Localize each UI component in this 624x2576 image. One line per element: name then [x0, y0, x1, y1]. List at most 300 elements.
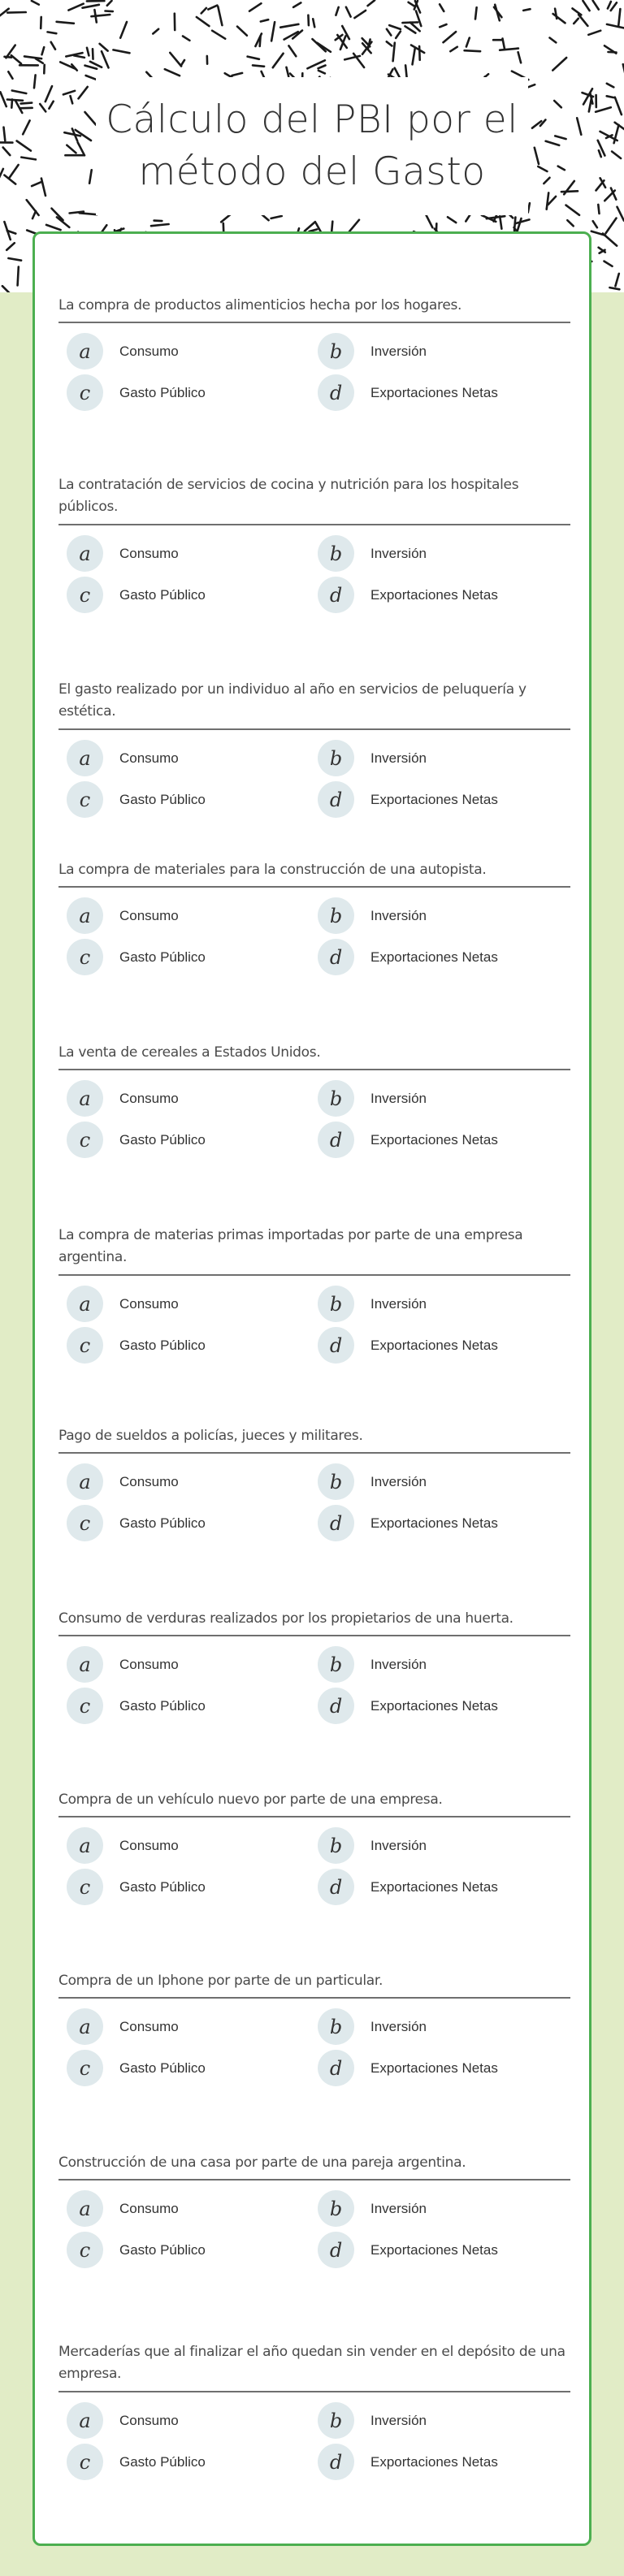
question-text: Pago de sueldos a policías, jueces y militares. — [58, 1428, 363, 1444]
option-letter-badge: b — [318, 1080, 354, 1117]
confetti-dash — [260, 37, 261, 46]
option-label: Exportaciones Netas — [370, 1878, 498, 1895]
question-text: La venta de cereales a Estados Unidos. — [58, 1044, 321, 1061]
confetti-dash — [7, 100, 23, 101]
confetti-dash — [273, 54, 284, 67]
option-label: Inversión — [370, 2200, 427, 2216]
confetti-dash — [440, 24, 446, 27]
confetti-dash — [615, 274, 618, 287]
confetti-dash — [393, 43, 395, 61]
confetti-dash — [538, 166, 547, 171]
confetti-dash — [23, 120, 29, 134]
question-divider — [58, 524, 570, 525]
confetti-dash — [20, 108, 32, 109]
confetti-dash — [593, 221, 597, 227]
confetti-dash — [448, 217, 456, 223]
confetti-dash — [555, 9, 557, 19]
confetti-dash — [221, 214, 231, 223]
option-letter-badge: b — [318, 2190, 354, 2227]
answer-option-b[interactable] — [318, 1080, 427, 1117]
confetti-dash — [102, 51, 109, 67]
option-letter-badge: c — [67, 1122, 103, 1158]
confetti-dash — [202, 8, 206, 14]
confetti-dash — [78, 142, 84, 155]
confetti-dash — [106, 11, 113, 12]
answer-option-a[interactable] — [67, 1286, 179, 1322]
question-text: La compra de materiales para la construcción de una autopista. — [58, 862, 487, 878]
option-letter-badge: d — [318, 577, 354, 613]
confetti-dash — [57, 217, 69, 227]
answer-option-a[interactable] — [67, 1827, 179, 1864]
option-label: Exportaciones Netas — [370, 1697, 498, 1714]
confetti-dash — [450, 47, 457, 52]
confetti-dash — [42, 47, 45, 54]
confetti-dash — [598, 205, 599, 214]
confetti-dash — [609, 287, 619, 289]
answer-option-a[interactable] — [67, 2008, 179, 2045]
option-label: Gasto Público — [119, 2060, 206, 2076]
option-label: Gasto Público — [119, 1878, 206, 1895]
answer-option-b[interactable] — [318, 535, 427, 572]
confetti-dash — [7, 12, 26, 13]
confetti-dash — [288, 45, 296, 56]
confetti-dash — [151, 224, 169, 226]
confetti-dash — [413, 48, 415, 65]
confetti-dash — [574, 19, 578, 24]
answer-option-a[interactable] — [67, 333, 179, 370]
option-label: Gasto Público — [119, 1697, 206, 1714]
option-label: Consumo — [119, 1837, 179, 1853]
option-label: Gasto Público — [119, 1515, 206, 1531]
answer-option-d[interactable] — [318, 939, 498, 975]
option-letter-badge: c — [67, 374, 103, 411]
answer-option-a[interactable] — [67, 1646, 179, 1683]
question-divider — [58, 728, 570, 730]
answer-option-a[interactable] — [67, 897, 179, 934]
confetti-dash — [63, 91, 75, 95]
confetti-dash — [318, 71, 325, 74]
question-divider — [58, 2179, 570, 2181]
answer-option-c[interactable] — [67, 2232, 206, 2268]
answer-option-c[interactable] — [67, 781, 206, 818]
answer-option-d[interactable] — [318, 1869, 498, 1905]
confetti-dash — [91, 15, 110, 16]
confetti-dash — [503, 39, 505, 50]
option-letter-badge: d — [318, 374, 354, 411]
confetti-dash — [2, 286, 13, 292]
confetti-dash — [57, 22, 74, 24]
option-label: Consumo — [119, 907, 179, 923]
answer-option-d[interactable] — [318, 577, 498, 613]
confetti-dash — [21, 103, 32, 104]
option-label: Inversión — [370, 545, 427, 561]
confetti-dash — [27, 200, 39, 215]
confetti-dash — [0, 169, 3, 184]
answer-option-c[interactable] — [67, 1688, 206, 1724]
confetti-dash — [11, 55, 21, 63]
confetti-dash — [608, 2, 611, 9]
confetti-dash — [113, 50, 129, 53]
confetti-dash — [237, 27, 247, 36]
confetti-dash — [183, 37, 189, 41]
title-box — [96, 77, 528, 215]
option-letter-badge: c — [67, 1688, 103, 1724]
confetti-dash — [368, 0, 375, 6]
option-label: Consumo — [119, 545, 179, 561]
confetti-dash — [21, 158, 36, 160]
confetti-dash — [475, 7, 477, 19]
question-text: El gasto realizado por un individuo al año en servicios de peluquería y estética. — [58, 681, 526, 720]
confetti-dash — [170, 53, 181, 67]
confetti-dash — [87, 48, 89, 56]
confetti-dash — [405, 26, 416, 32]
confetti-dash — [154, 221, 162, 222]
question-text: Consumo de verduras realizados por los propietarios de una huerta. — [58, 1610, 514, 1627]
confetti-dash — [32, 1, 39, 5]
confetti-dash — [387, 29, 391, 36]
option-letter-badge: b — [318, 535, 354, 572]
answer-option-b[interactable] — [318, 1286, 427, 1322]
confetti-dash — [308, 15, 309, 26]
confetti-dash — [607, 84, 614, 88]
confetti-dash — [253, 65, 264, 66]
question-divider — [58, 886, 570, 888]
confetti-dash — [596, 180, 604, 190]
confetti-dash — [89, 170, 92, 183]
confetti-dash — [46, 86, 52, 102]
option-label: Consumo — [119, 750, 179, 766]
confetti-dash — [153, 29, 158, 34]
answer-option-d[interactable] — [318, 781, 498, 818]
option-letter-badge: b — [318, 1286, 354, 1322]
answer-option-d[interactable] — [318, 1327, 498, 1364]
option-label: Exportaciones Netas — [370, 2060, 498, 2076]
option-letter-badge: a — [67, 1286, 103, 1322]
answer-option-c[interactable] — [67, 2444, 206, 2480]
confetti-dash — [593, 1, 599, 10]
option-letter-badge: d — [318, 1327, 354, 1364]
confetti-dash — [607, 24, 624, 28]
answer-option-a[interactable] — [67, 535, 179, 572]
confetti-dash — [120, 22, 127, 38]
confetti-dash — [554, 101, 561, 107]
confetti-dash — [465, 50, 481, 51]
answer-option-c[interactable] — [67, 1122, 206, 1158]
confetti-dash — [615, 97, 622, 115]
confetti-dash — [409, 2, 414, 6]
option-letter-badge: b — [318, 1646, 354, 1683]
option-label: Inversión — [370, 1295, 427, 1312]
confetti-dash — [604, 261, 613, 266]
confetti-dash — [552, 58, 566, 71]
option-label: Gasto Público — [119, 2241, 206, 2258]
question-divider — [58, 2391, 570, 2392]
confetti-dash — [578, 15, 587, 26]
confetti-dash — [165, 69, 180, 76]
confetti-dash — [419, 46, 420, 60]
option-letter-badge: c — [67, 2444, 103, 2480]
confetti-dash — [523, 9, 530, 11]
option-letter-badge: c — [67, 2232, 103, 2268]
answer-option-c[interactable] — [67, 2050, 206, 2086]
confetti-dash — [85, 66, 98, 69]
answer-option-a[interactable] — [67, 2402, 179, 2439]
confetti-dash — [567, 220, 573, 226]
confetti-dash — [550, 38, 557, 43]
option-label: Inversión — [370, 1473, 427, 1489]
option-letter-badge: d — [318, 1122, 354, 1158]
option-label: Exportaciones Netas — [370, 1515, 498, 1531]
confetti-dash — [17, 141, 31, 151]
confetti-dash — [74, 55, 84, 58]
confetti-dash — [346, 7, 351, 17]
confetti-dash — [500, 49, 518, 50]
option-label: Consumo — [119, 2412, 179, 2428]
confetti-dash — [396, 32, 401, 38]
option-letter-badge: a — [67, 897, 103, 934]
option-label: Gasto Público — [119, 384, 206, 400]
worksheet-card — [32, 231, 592, 2546]
confetti-dash — [318, 66, 326, 69]
option-label: Gasto Público — [119, 586, 206, 603]
option-letter-badge: b — [318, 1827, 354, 1864]
confetti-dash — [32, 182, 41, 186]
question-text: La contratación de servicios de cocina y nutrición para los hospitales públicos. — [58, 477, 519, 515]
answer-option-d[interactable] — [318, 1122, 498, 1158]
confetti-dash — [232, 73, 243, 76]
confetti-dash — [444, 32, 457, 42]
confetti-dash — [611, 2, 617, 11]
option-label: Consumo — [119, 343, 179, 359]
option-label: Consumo — [119, 1295, 179, 1312]
option-label: Gasto Público — [119, 1337, 206, 1353]
confetti-dash — [41, 179, 46, 196]
answer-option-c[interactable] — [67, 1327, 206, 1364]
answer-option-b[interactable] — [318, 2190, 427, 2227]
answer-option-b[interactable] — [318, 1463, 427, 1500]
option-label: Consumo — [119, 1656, 179, 1672]
confetti-dash — [79, 87, 88, 99]
option-label: Gasto Público — [119, 791, 206, 807]
confetti-dash — [518, 52, 522, 63]
option-letter-badge: a — [67, 1080, 103, 1117]
confetti-dash — [532, 121, 541, 128]
confetti-dash — [389, 25, 401, 29]
answer-option-c[interactable] — [67, 1505, 206, 1541]
confetti-dash — [218, 6, 222, 25]
option-label: Inversión — [370, 2412, 427, 2428]
confetti-dash — [544, 178, 549, 184]
confetti-dash — [336, 7, 338, 15]
option-letter-badge: b — [318, 2008, 354, 2045]
page-title-line-2: método del Gasto — [138, 149, 486, 194]
confetti-dash — [6, 243, 15, 250]
confetti-dash — [528, 203, 530, 212]
option-letter-badge: d — [318, 1688, 354, 1724]
option-letter-badge: c — [67, 781, 103, 818]
option-label: Inversión — [370, 907, 427, 923]
option-letter-badge: a — [67, 2402, 103, 2439]
answer-option-d[interactable] — [318, 374, 498, 411]
confetti-dash — [618, 9, 620, 26]
confetti-dash — [547, 192, 549, 209]
option-letter-badge: a — [67, 535, 103, 572]
option-label: Inversión — [370, 343, 427, 359]
option-letter-badge: a — [67, 2008, 103, 2045]
confetti-dash — [516, 219, 530, 223]
confetti-dash — [606, 218, 617, 234]
option-label: Inversión — [370, 1837, 427, 1853]
confetti-dash — [600, 132, 618, 140]
confetti-dash — [527, 84, 535, 88]
confetti-dash — [261, 19, 268, 21]
confetti-dash — [4, 128, 6, 141]
confetti-dash — [440, 4, 444, 11]
option-letter-badge: d — [318, 781, 354, 818]
option-letter-badge: a — [67, 1646, 103, 1683]
answer-option-a[interactable] — [67, 2190, 179, 2227]
confetti-dash — [466, 38, 470, 47]
confetti-dash — [566, 205, 580, 215]
option-letter-badge: d — [318, 2050, 354, 2086]
confetti-dash — [0, 92, 6, 106]
answer-option-a[interactable] — [67, 740, 179, 776]
option-letter-badge: c — [67, 1505, 103, 1541]
confetti-dash — [618, 207, 624, 221]
option-label: Exportaciones Netas — [370, 2453, 498, 2470]
answer-option-b[interactable] — [318, 333, 427, 370]
answer-option-a[interactable] — [67, 1080, 179, 1117]
option-letter-badge: a — [67, 1463, 103, 1500]
option-label: Exportaciones Netas — [370, 1337, 498, 1353]
answer-option-c[interactable] — [67, 374, 206, 411]
answer-option-c[interactable] — [67, 1869, 206, 1905]
answer-option-c[interactable] — [67, 939, 206, 975]
answer-option-b[interactable] — [318, 740, 427, 776]
option-label: Exportaciones Netas — [370, 791, 498, 807]
option-letter-badge: c — [67, 939, 103, 975]
question-text: Construcción de una casa por parte de una pareja argentina. — [58, 2155, 466, 2171]
confetti-dash — [402, 22, 418, 23]
answer-option-d[interactable] — [318, 2232, 498, 2268]
confetti-dash — [577, 118, 581, 135]
option-letter-badge: b — [318, 2402, 354, 2439]
confetti-dash — [100, 44, 108, 51]
confetti-dash — [212, 31, 225, 39]
confetti-dash — [535, 148, 539, 164]
confetti-dash — [494, 215, 497, 222]
answer-option-d[interactable] — [318, 1505, 498, 1541]
option-letter-badge: c — [67, 577, 103, 613]
option-letter-badge: d — [318, 2232, 354, 2268]
option-letter-badge: a — [67, 740, 103, 776]
confetti-dash — [80, 213, 98, 214]
option-label: Gasto Público — [119, 1131, 206, 1148]
answer-option-a[interactable] — [67, 1463, 179, 1500]
question-divider — [58, 1997, 570, 1999]
confetti-dash — [354, 11, 366, 18]
option-label: Inversión — [370, 1090, 427, 1106]
answer-option-b[interactable] — [318, 1646, 427, 1683]
confetti-dash — [248, 57, 259, 59]
confetti-dash — [208, 6, 217, 10]
answer-option-b[interactable] — [318, 2402, 427, 2439]
option-label: Exportaciones Netas — [370, 384, 498, 400]
confetti-dash — [8, 71, 12, 79]
option-label: Inversión — [370, 750, 427, 766]
question-text: Compra de un vehículo nuevo por parte de una empresa. — [58, 1792, 443, 1808]
option-label: Exportaciones Netas — [370, 1131, 498, 1148]
option-label: Exportaciones Netas — [370, 949, 498, 965]
question-divider — [58, 1816, 570, 1817]
option-letter-badge: d — [318, 939, 354, 975]
confetti-dash — [64, 132, 80, 136]
question-divider — [58, 1069, 570, 1070]
option-label: Consumo — [119, 2018, 179, 2034]
option-label: Inversión — [370, 2018, 427, 2034]
confetti-dash — [5, 57, 12, 58]
confetti-dash — [46, 225, 61, 230]
option-letter-badge: d — [318, 1869, 354, 1905]
answer-option-c[interactable] — [67, 577, 206, 613]
confetti-dash — [612, 152, 621, 159]
confetti-dash — [197, 17, 210, 26]
confetti-dash — [94, 10, 96, 22]
confetti-dash — [555, 136, 566, 139]
confetti-dash — [107, 1, 112, 6]
option-label: Gasto Público — [119, 2453, 206, 2470]
confetti-dash — [49, 102, 53, 109]
option-label: Consumo — [119, 1090, 179, 1106]
confetti-dash — [411, 45, 424, 54]
question-divider — [58, 1452, 570, 1454]
confetti-dash — [583, 1, 589, 11]
confetti-dash — [3, 148, 11, 156]
answer-option-b[interactable] — [318, 1827, 427, 1864]
confetti-dash — [67, 145, 76, 153]
confetti-dash — [387, 41, 392, 45]
confetti-dash — [71, 96, 73, 103]
answer-option-b[interactable] — [318, 897, 427, 934]
option-letter-badge: c — [67, 1327, 103, 1364]
confetti-dash — [271, 216, 282, 218]
answer-option-b[interactable] — [318, 2008, 427, 2045]
option-label: Consumo — [119, 2200, 179, 2216]
question-text: Compra de un Iphone por parte de un particular. — [58, 1973, 384, 1989]
confetti-dash — [11, 99, 12, 107]
confetti-dash — [271, 22, 275, 41]
option-label: Consumo — [119, 1473, 179, 1489]
option-letter-badge: a — [67, 333, 103, 370]
confetti-dash — [287, 67, 289, 76]
confetti-dash — [561, 191, 578, 192]
answer-option-d[interactable] — [318, 2444, 498, 2480]
confetti-dash — [573, 8, 582, 15]
confetti-dash — [40, 104, 46, 111]
answer-option-d[interactable] — [318, 2050, 498, 2086]
question-divider — [58, 322, 570, 323]
confetti-dash — [24, 56, 41, 58]
confetti-dash — [500, 216, 501, 228]
answer-option-d[interactable] — [318, 1688, 498, 1724]
confetti-dash — [313, 19, 314, 27]
confetti-dash — [83, 5, 99, 8]
page-title-line-1: Cálculo del PBI por el — [106, 97, 518, 142]
confetti-dash — [607, 96, 614, 97]
confetti-dash — [68, 4, 83, 11]
confetti-dash — [546, 141, 560, 145]
confetti-dash — [51, 42, 55, 50]
